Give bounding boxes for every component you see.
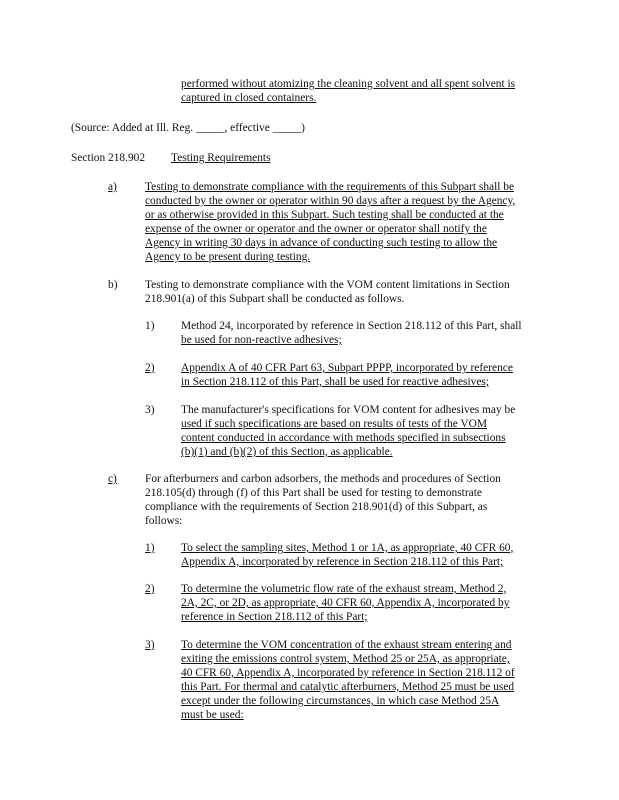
para-b-line: Testing to demonstrate compliance with the VOM content limitations in Section bbox=[145, 279, 510, 291]
para-c-item-3-line: must be used: bbox=[181, 709, 244, 721]
section-number: Section 218.902 bbox=[71, 152, 146, 164]
para-b-item-2-label: 2) bbox=[145, 362, 155, 374]
para-c-item-2-line: To determine the volumetric flow rate of the exhaust stream, Method 2, bbox=[181, 583, 507, 595]
para-c-item-3-line: except under the following circumstances, in which case Method 25A bbox=[181, 695, 500, 707]
para-b-item-1-label: 1) bbox=[145, 320, 155, 332]
para-c-item-3-line: 40 CFR 60, Appendix A, incorporated by reference in Section 218.112 of bbox=[181, 667, 515, 679]
intro-line-1 bbox=[181, 77, 515, 91]
para-a-label: a) bbox=[108, 181, 117, 193]
para-a-line: Agency in writing 30 days in advance of conducting such testing to allow the bbox=[145, 237, 498, 249]
para-b-item-2-line: in Section 218.112 of this Part, shall be used for reactive adhesives; bbox=[181, 376, 490, 388]
para-b-item-1-line: be used for non-reactive adhesives; bbox=[181, 334, 342, 346]
para-b-item-3-line: used if such specifications are based on results of tests of the VOM bbox=[181, 418, 488, 430]
para-c-item-2-line: 2A, 2C, or 2D, as appropriate, 40 CFR 60, Appendix A, incorporated by bbox=[181, 597, 510, 609]
intro-line-2: captured in closed containers. bbox=[181, 92, 317, 104]
para-b-text bbox=[145, 278, 510, 306]
para-c-item-1-line: Appendix A, incorporated by reference in Section 218.112 of this Part; bbox=[181, 556, 504, 568]
para-c-item-1-label: 1) bbox=[145, 542, 155, 554]
para-b-item-2-line: Appendix A of 40 CFR Part 63, Subpart PPPP, incorporated by reference bbox=[181, 362, 513, 374]
para-a-line: Agency to be present during testing. bbox=[145, 251, 311, 263]
para-c-item-3-line: this Part. For thermal and catalytic afterburners, Method 25 must be used bbox=[181, 681, 515, 693]
para-c-item-2-label: 2) bbox=[145, 583, 155, 595]
para-b-item-3-line: (b)(1) and (b)(2) of this Section, as applicable. bbox=[181, 446, 393, 458]
para-b-item-3-label: 3) bbox=[145, 404, 155, 416]
para-c-item-3-line: exiting the emissions control system, Method 25 or 25A, as appropriate, bbox=[181, 653, 510, 665]
para-c-item-3-label: 3) bbox=[145, 639, 155, 651]
para-b-item-2-text bbox=[181, 361, 513, 389]
para-a-line: conducted by the owner or operator within 90 days after a request by the Agency, bbox=[145, 195, 516, 207]
para-b-item-1-text bbox=[181, 319, 522, 347]
para-b-item-1-line: Method 24, incorporated by reference in Section 218.112 of this Part, shall bbox=[181, 320, 522, 332]
para-a-line: expense of the owner or operator and the owner or operator shall notify the bbox=[145, 223, 487, 235]
intro-line-1-rest: without atomizing the cleaning solvent and all spent solvent is bbox=[228, 78, 516, 90]
para-a-line: Testing to demonstrate compliance with the requirements of this Subpart shall be bbox=[145, 181, 514, 193]
para-c-item-2-line: reference in Section 218.112 of this Part; bbox=[181, 611, 368, 623]
para-c-item-3-line: To determine the VOM concentration of the exhaust stream entering and bbox=[181, 639, 512, 651]
para-a-line: or as otherwise provided in this Subpart. Such testing shall be conducted at the bbox=[145, 209, 504, 221]
para-b-line: 218.901(a) of this Subpart shall be conducted as follows. bbox=[145, 293, 405, 305]
para-c-label: c) bbox=[108, 473, 117, 485]
para-b-item-3-text bbox=[181, 403, 515, 459]
source-blank-2: _____ bbox=[272, 122, 302, 134]
section-title: Testing Requirements bbox=[171, 152, 271, 164]
para-c-line: follows: bbox=[145, 515, 183, 527]
para-c-line: 218.105(d) through (f) of this Part shall be used for testing to demonstrate bbox=[145, 487, 482, 499]
para-b-item-3-line: The manufacturer's specifications for VOM content for adhesives may be bbox=[181, 404, 516, 416]
source-prefix: (Source: Added at bbox=[71, 122, 157, 134]
para-c-item-3-text bbox=[181, 638, 515, 722]
para-c-item-2-text bbox=[181, 582, 509, 624]
source-effective: , effective bbox=[224, 122, 273, 134]
para-a-text bbox=[145, 180, 515, 264]
para-b-label: b) bbox=[108, 279, 118, 291]
intro-underlined-word: performed bbox=[181, 78, 229, 90]
para-c-text bbox=[145, 472, 501, 528]
source-note bbox=[71, 121, 305, 135]
para-c-item-1-text bbox=[181, 541, 513, 569]
intro-text bbox=[181, 77, 515, 105]
source-suffix: ) bbox=[301, 122, 305, 134]
para-c-line: compliance with the requirements of Section 218.901(d) of this Subpart, as bbox=[145, 501, 488, 513]
para-c-line: For afterburners and carbon adsorbers, the methods and procedures of Section bbox=[145, 473, 501, 485]
para-b-item-3-line: content conducted in accordance with methods specified in subsections bbox=[181, 432, 506, 444]
section-heading bbox=[71, 151, 271, 165]
para-c-item-1-line: To select the sampling sites, Method 1 or 1A, as appropriate, 40 CFR 60, bbox=[181, 542, 514, 554]
source-ill-reg: Ill. Reg. bbox=[156, 122, 196, 134]
source-blank-1: _____ bbox=[195, 122, 225, 134]
